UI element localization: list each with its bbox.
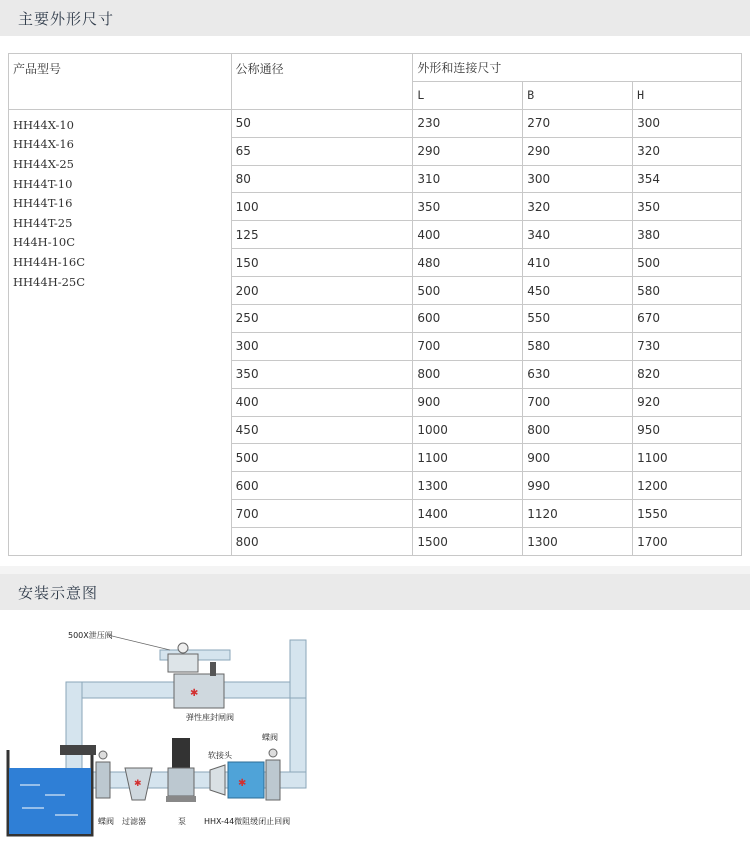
model-list-cell bbox=[9, 109, 232, 555]
cell-b: 700 bbox=[523, 388, 633, 416]
cell-l: 310 bbox=[413, 165, 523, 193]
check-valve-icon bbox=[228, 762, 264, 798]
cell-h: 1700 bbox=[633, 528, 742, 556]
butterfly-valve-right-icon bbox=[266, 749, 280, 800]
cell-l: 480 bbox=[413, 249, 523, 277]
dimensions-section-header bbox=[0, 0, 750, 36]
pump-icon bbox=[166, 738, 196, 802]
header-L: L bbox=[413, 81, 523, 109]
header-dn: 公称通径 bbox=[231, 54, 413, 110]
cell-h: 950 bbox=[633, 416, 742, 444]
cell-h: 1100 bbox=[633, 444, 742, 472]
label-relief-valve: 500X泄压阀 bbox=[68, 631, 113, 640]
cell-b: 550 bbox=[523, 305, 633, 333]
cell-dn: 450 bbox=[231, 416, 413, 444]
cell-dn: 80 bbox=[231, 165, 413, 193]
model-item: HH44X-16 bbox=[13, 137, 74, 152]
header-dims: 外形和连接尺寸 bbox=[413, 54, 742, 82]
label-filter: 过滤器 bbox=[122, 817, 146, 826]
cell-l: 290 bbox=[413, 137, 523, 165]
cell-dn: 125 bbox=[231, 221, 413, 249]
cell-l: 1300 bbox=[413, 472, 523, 500]
cell-l: 1400 bbox=[413, 500, 523, 528]
cell-h: 1200 bbox=[633, 472, 742, 500]
cell-b: 290 bbox=[523, 137, 633, 165]
relief-valve-icon bbox=[168, 643, 198, 672]
cell-l: 700 bbox=[413, 332, 523, 360]
cell-b: 1120 bbox=[523, 500, 633, 528]
cell-h: 730 bbox=[633, 332, 742, 360]
cell-b: 320 bbox=[523, 193, 633, 221]
cell-h: 820 bbox=[633, 360, 742, 388]
cell-dn: 700 bbox=[231, 500, 413, 528]
model-item: HH44H-16C bbox=[13, 254, 86, 269]
dimensions-table bbox=[8, 53, 742, 556]
model-item: H44H-10C bbox=[13, 235, 76, 250]
filter-icon bbox=[125, 768, 152, 800]
cell-dn: 150 bbox=[231, 249, 413, 277]
cell-b: 800 bbox=[523, 416, 633, 444]
cell-l: 230 bbox=[413, 109, 523, 137]
cell-l: 400 bbox=[413, 221, 523, 249]
label-soft-joint: 软接头 bbox=[208, 751, 232, 760]
soft-joint-icon bbox=[210, 765, 225, 795]
cell-h: 380 bbox=[633, 221, 742, 249]
cell-h: 320 bbox=[633, 137, 742, 165]
install-section-title: 安装示意图 bbox=[18, 584, 99, 602]
cell-b: 630 bbox=[523, 360, 633, 388]
model-item: HH44H-25C bbox=[13, 274, 86, 289]
cell-b: 990 bbox=[523, 472, 633, 500]
cell-dn: 100 bbox=[231, 193, 413, 221]
cell-l: 600 bbox=[413, 305, 523, 333]
installation-diagram bbox=[0, 610, 330, 850]
cell-dn: 50 bbox=[231, 109, 413, 137]
label-check-valve: HHX-44微阻缓闭止回阀 bbox=[204, 817, 291, 826]
cell-h: 670 bbox=[633, 305, 742, 333]
cell-h: 580 bbox=[633, 277, 742, 305]
label-pump: 泵 bbox=[178, 817, 186, 826]
table-row bbox=[9, 109, 742, 137]
water-tank bbox=[8, 745, 96, 835]
cell-h: 350 bbox=[633, 193, 742, 221]
svg-text:✱: ✱ bbox=[190, 688, 199, 699]
install-section-header bbox=[0, 574, 750, 610]
butterfly-valve-left-icon bbox=[96, 751, 110, 798]
cell-b: 580 bbox=[523, 332, 633, 360]
cell-dn: 400 bbox=[231, 388, 413, 416]
label-butterfly-top: 蝶阀 bbox=[262, 733, 278, 742]
cell-b: 900 bbox=[523, 444, 633, 472]
cell-h: 300 bbox=[633, 109, 742, 137]
model-item: HH44X-25 bbox=[13, 156, 74, 171]
cell-dn: 500 bbox=[231, 444, 413, 472]
cell-l: 1500 bbox=[413, 528, 523, 556]
cell-l: 900 bbox=[413, 388, 523, 416]
cell-h: 354 bbox=[633, 165, 742, 193]
model-item: HH44T-10 bbox=[13, 176, 73, 191]
cell-h: 920 bbox=[633, 388, 742, 416]
svg-text:✱: ✱ bbox=[238, 778, 247, 789]
table-header-row bbox=[9, 54, 742, 82]
cell-dn: 250 bbox=[231, 305, 413, 333]
cell-dn: 350 bbox=[231, 360, 413, 388]
cell-b: 270 bbox=[523, 109, 633, 137]
cell-b: 450 bbox=[523, 277, 633, 305]
cell-l: 800 bbox=[413, 360, 523, 388]
cell-dn: 200 bbox=[231, 277, 413, 305]
cell-b: 340 bbox=[523, 221, 633, 249]
model-item: HH44X-10 bbox=[13, 117, 74, 132]
cell-l: 500 bbox=[413, 277, 523, 305]
cell-dn: 600 bbox=[231, 472, 413, 500]
header-model: 产品型号 bbox=[9, 54, 232, 110]
cell-l: 1100 bbox=[413, 444, 523, 472]
cell-h: 1550 bbox=[633, 500, 742, 528]
header-H: H bbox=[633, 81, 742, 109]
cell-dn: 300 bbox=[231, 332, 413, 360]
dimensions-section-title: 主要外形尺寸 bbox=[18, 10, 115, 28]
model-item: HH44T-25 bbox=[13, 215, 73, 230]
cell-dn: 800 bbox=[231, 528, 413, 556]
model-item: HH44T-16 bbox=[13, 196, 73, 211]
label-butterfly-left: 蝶阀 bbox=[98, 817, 114, 826]
cell-l: 350 bbox=[413, 193, 523, 221]
svg-text:✱: ✱ bbox=[134, 779, 142, 789]
cell-dn: 65 bbox=[231, 137, 413, 165]
cell-b: 300 bbox=[523, 165, 633, 193]
cell-b: 410 bbox=[523, 249, 633, 277]
label-seat-valve: 弹性座封闸阀 bbox=[186, 713, 234, 722]
cell-b: 1300 bbox=[523, 528, 633, 556]
cell-l: 1000 bbox=[413, 416, 523, 444]
cell-h: 500 bbox=[633, 249, 742, 277]
header-B: B bbox=[523, 81, 633, 109]
